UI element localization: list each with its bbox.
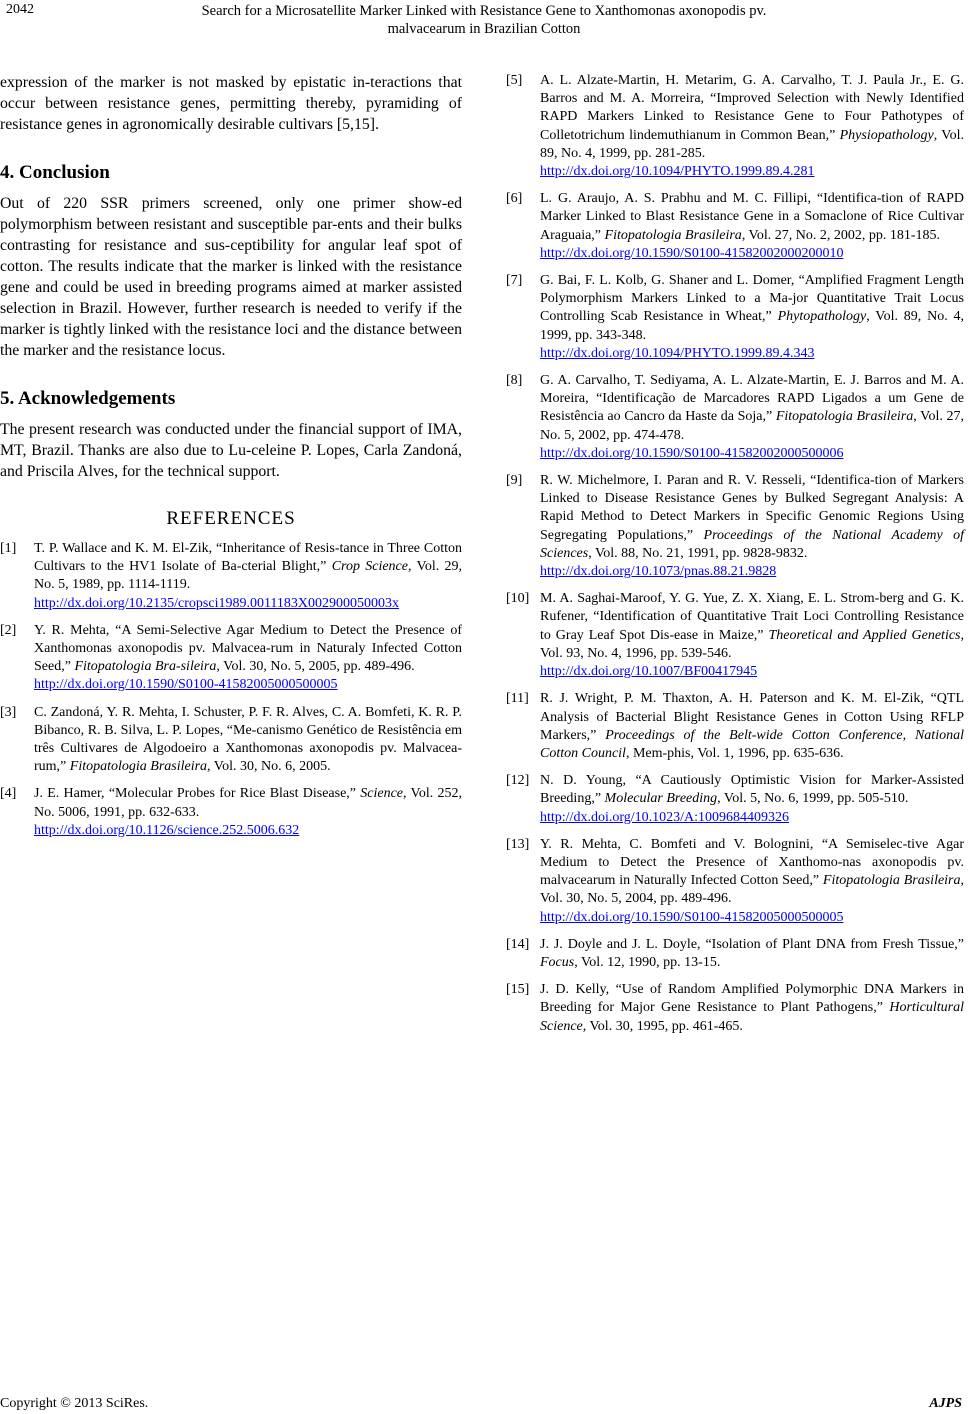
- footer-journal: AJPS: [929, 1396, 962, 1411]
- reference-number: [12]: [506, 773, 530, 789]
- reference-authors-title: L. G. Araujo, A. S. Prabhu and M. C. Fillipi, “Identifica-tion of RAPD Marker Linked to Blast Resistance Gene in a Somaclone of Rice Cultivar Araguaia,”: [540, 191, 964, 243]
- reference-details: , Mem-phis, Vol. 1, 1996, pp. 635-636.: [625, 745, 844, 761]
- references-list-left: [0, 540, 462, 840]
- reference-text: [540, 472, 964, 581]
- reference-text: [540, 936, 964, 972]
- reference-doi-link[interactable]: http://dx.doi.org/10.1007/BF00417945: [540, 664, 758, 680]
- page-number: 2042: [6, 2, 34, 17]
- page-header: [0, 0, 968, 60]
- reference-journal: Proceedings of the Belt-wide Cotton Conference, National Cotton Council: [540, 727, 964, 761]
- reference-item: [506, 272, 964, 363]
- reference-item: [506, 472, 964, 581]
- reference-authors-title: A. L. Alzate-Martin, H. Metarim, G. A. Carvalho, T. J. Paula Jr., E. G. Barros and M. A. Morreira, “Improved Selection with Newly Identified RAPD Markers Linked to Resistance Gene to Four Pathotypes of Colletotrichum lindemuthianum in Common Bean,”: [540, 73, 964, 143]
- reference-text: [34, 622, 462, 695]
- reference-authors-title: Y. R. Mehta, C. Bomfeti and V. Bolognini, “A Semiselec-tive Agar Medium to Detect the Presence of Xanthomo-nas axonopodis pv. malvacearum in Naturally Infected Cotton Seed,”: [540, 836, 964, 889]
- reference-authors-title: J. D. Kelly, “Use of Random Amplified Polymorphic DNA Markers in Breeding for Major Gene Resistance to Plant Pathogens,”: [540, 982, 964, 1016]
- reference-text: [540, 590, 964, 681]
- left-column: [0, 72, 462, 849]
- running-title-line2: malvacearum in Brazilian Cotton: [387, 21, 581, 37]
- reference-details: , Vol. 5, No. 6, 1999, pp. 505-510.: [717, 791, 909, 807]
- reference-details: , Vol. 88, No. 21, 1991, pp. 9828-9832.: [588, 545, 808, 561]
- reference-text: [540, 772, 964, 827]
- reference-authors-title: G. Bai, F. L. Kolb, G. Shaner and L. Domer, “Amplified Fragment Length Polymorphism Markers Linked to a Ma-jor Quantitative Trait Locus Controlling Scab Resistance in Wheat,”: [540, 273, 964, 325]
- reference-text: [34, 540, 462, 613]
- reference-text: [34, 785, 462, 840]
- reference-journal: Fitopatologia Bra-sileira: [74, 659, 217, 675]
- reference-item: [506, 72, 964, 181]
- acknowledgements-heading: 5. Acknowledgements: [0, 388, 176, 409]
- reference-number: [8]: [506, 373, 523, 389]
- reference-journal: Science: [360, 786, 404, 802]
- reference-details: , Vol. 27, No. 5, 2002, pp. 474-478.: [540, 409, 964, 443]
- reference-number: [10]: [506, 591, 530, 607]
- reference-journal: Molecular Breeding: [604, 791, 718, 807]
- reference-details: , Vol. 89, No. 4, 1999, pp. 281-285.: [540, 127, 964, 161]
- reference-journal: Proceedings of the National Academy of Sciences: [540, 527, 964, 561]
- acknowledgements-text: The present research was conducted under the financial support of IMA, MT, Brazil. Thanks are also due to Lu-celeine P. Lopes, Carla Zandoná, and Priscila Alves, for the technical support.: [0, 421, 462, 480]
- reference-journal: Physiopathology: [839, 127, 934, 143]
- reference-number: [7]: [506, 273, 523, 289]
- reference-journal: Horticultural Science: [540, 1000, 964, 1034]
- reference-authors-title: T. P. Wallace and K. M. El-Zik, “Inheritance of Resis-tance in Three Cotton Cultivars to the HV1 Isolate of Ba-cterial Blight,”: [34, 541, 462, 575]
- reference-item: [506, 981, 964, 1036]
- reference-authors-title: N. D. Young, “A Cautiously Optimistic Vision for Marker-Assisted Breeding,”: [540, 773, 964, 807]
- reference-item: [506, 190, 964, 263]
- reference-number: [6]: [506, 191, 523, 207]
- reference-text: [540, 836, 964, 927]
- reference-doi-link[interactable]: http://dx.doi.org/10.1590/S0100-41582005000500005: [34, 677, 338, 693]
- reference-doi-link[interactable]: http://dx.doi.org/10.1590/S0100-41582002000200010: [540, 245, 844, 261]
- reference-journal: Focus: [540, 954, 575, 970]
- reference-item: [0, 622, 462, 695]
- reference-item: [0, 540, 462, 613]
- reference-number: [3]: [0, 704, 17, 720]
- reference-text: [540, 690, 964, 763]
- reference-details: , Vol. 27, No. 2, 2002, pp. 181-185.: [741, 227, 941, 243]
- reference-number: [9]: [506, 473, 523, 489]
- reference-authors-title: G. A. Carvalho, T. Sediyama, A. L. Alzate-Martin, E. J. Barros and M. A. Moreira, “Identificação de Marcadores RAPD Ligados a um Gene de Resistência ao Cancro da Haste da Soja,”: [540, 373, 964, 425]
- running-title-line1: Search for a Microsatellite Marker Linked with Resistance Gene to Xanthomonas axonopodis pv.: [201, 3, 767, 19]
- reference-authors-title: M. A. Saghai-Maroof, Y. G. Yue, Z. X. Xiang, E. L. Strom-berg and G. K. Rufener, “Identification of Quantitative Trait Loci Controlling Resistance to Gray Leaf Spot Dis-ease in Maize,”: [540, 591, 964, 643]
- reference-text: [540, 72, 964, 181]
- references-list-right: [506, 72, 964, 1036]
- reference-journal: Fitopatologia Brasileira: [775, 409, 914, 425]
- reference-details: , Vol. 30, No. 5, 2005, pp. 489-496.: [216, 659, 415, 675]
- references-heading: REFERENCES: [166, 508, 296, 529]
- reference-details: , Vol. 29, No. 5, 1989, pp. 1114-1119.: [34, 559, 462, 593]
- reference-doi-link[interactable]: http://dx.doi.org/10.1590/S0100-41582002000500006: [540, 445, 844, 461]
- reference-item: [0, 785, 462, 840]
- reference-doi-link[interactable]: http://dx.doi.org/10.1126/science.252.5006.632: [34, 822, 300, 838]
- reference-details: , Vol. 12, 1990, pp. 13-15.: [574, 954, 721, 970]
- reference-item: [506, 936, 964, 972]
- reference-doi-link[interactable]: http://dx.doi.org/10.1023/A:1009684409326: [540, 809, 790, 825]
- reference-journal: Crop Science: [331, 559, 408, 575]
- reference-number: [14]: [506, 936, 530, 952]
- reference-item: [506, 590, 964, 681]
- reference-doi-link[interactable]: http://dx.doi.org/10.1094/PHYTO.1999.89.4.281: [540, 164, 815, 180]
- reference-doi-link[interactable]: http://dx.doi.org/10.1590/S0100-41582005000500005: [540, 909, 844, 925]
- reference-details: , Vol. 30, 1995, pp. 461-465.: [582, 1018, 743, 1034]
- reference-item: [506, 372, 964, 463]
- reference-journal: Fitopatologia Brasileira: [69, 759, 208, 775]
- reference-item: [506, 836, 964, 927]
- reference-authors-title: J. J. Doyle and J. L. Doyle, “Isolation of Plant DNA from Fresh Tissue,”: [540, 936, 964, 952]
- reference-authors-title: R. J. Wright, P. M. Thaxton, A. H. Paterson and K. M. El-Zik, “QTL Analysis of Bacterial Blight Resistance Genes in Cotton Using RFLP Markers,”: [540, 691, 964, 743]
- reference-doi-link[interactable]: http://dx.doi.org/10.2135/cropsci1989.0011183X002900050003x: [34, 595, 400, 611]
- reference-details: , Vol. 252, No. 5006, 1991, pp. 632-633.: [34, 786, 462, 820]
- reference-text: [540, 190, 964, 263]
- right-column: [506, 72, 964, 1045]
- reference-doi-link[interactable]: http://dx.doi.org/10.1073/pnas.88.21.9828: [540, 564, 777, 580]
- reference-details: , Vol. 30, No. 5, 2004, pp. 489-496.: [540, 873, 965, 907]
- reference-journal: Fitopatologia Brasileira: [604, 227, 742, 243]
- reference-journal: Theoretical and Applied Genetics: [768, 627, 961, 643]
- reference-number: [15]: [506, 982, 530, 998]
- reference-authors-title: C. Zandoná, Y. R. Mehta, I. Schuster, P. F. R. Alves, C. A. Bomfeti, K. R. P. Bibanco, R. B. Silva, L. P. Lopes, “Me-canismo Genético de Resistência em três Cultivares de Algodoeiro a Xanthomonas axonopodis pv. Malvacea-rum,”: [34, 704, 462, 775]
- reference-number: [5]: [506, 73, 523, 88]
- reference-authors-title: Y. R. Mehta, “A Semi-Selective Agar Medium to Detect the Presence of Xanthomonas axonopodis pv. Malvacea-rum in Naturaly Infected Cotton Seed,”: [34, 622, 462, 675]
- reference-number: [2]: [0, 622, 17, 638]
- reference-number: [1]: [0, 541, 17, 556]
- reference-item: [506, 772, 964, 827]
- conclusion-heading: 4. Conclusion: [0, 162, 110, 183]
- reference-number: [11]: [506, 691, 529, 707]
- reference-text: [540, 272, 964, 363]
- reference-item: [0, 704, 462, 777]
- footer-copyright: Copyright © 2013 SciRes.: [0, 1396, 149, 1411]
- reference-item: [506, 690, 964, 763]
- reference-authors-title: R. W. Michelmore, I. Paran and R. V. Resseli, “Identifica-tion of Markers Linked to Disease Resistance Genes by Bulked Segregant Analysis: A Rapid Method to Detect Markers in Specific Genomic Regions Using Segregating Populations,”: [540, 473, 964, 543]
- reference-authors-title: J. E. Hamer, “Molecular Probes for Rice Blast Disease,”: [34, 786, 361, 802]
- reference-journal: Phytopathology: [777, 309, 867, 325]
- reference-text: [34, 704, 462, 777]
- reference-journal: Fitopatologia Brasileira: [822, 873, 961, 889]
- reference-number: [13]: [506, 836, 530, 852]
- reference-text: [540, 372, 964, 463]
- reference-details: , Vol. 93, No. 4, 1996, pp. 539-546.: [540, 627, 964, 661]
- reference-details: , Vol. 89, No. 4, 1999, pp. 343-348.: [540, 309, 964, 343]
- reference-number: [4]: [0, 786, 17, 802]
- reference-doi-link[interactable]: http://dx.doi.org/10.1094/PHYTO.1999.89.4.343: [540, 345, 815, 361]
- reference-details: , Vol. 30, No. 6, 2005.: [207, 759, 331, 775]
- reference-text: [540, 981, 964, 1036]
- intro-paragraph: expression of the marker is not masked by epistatic in-teractions that occur between resistance genes, permitting thereby, pyramiding of resistance genes in agronomically desirable cultivars [5,15].: [0, 74, 462, 133]
- conclusion-text: Out of 220 SSR primers screened, only one primer show-ed polymorphism between resistant and susceptible par-ents and their bulks contrasting for resistance and sus-ceptibility for angular leaf spot of cotton. The results indicate that the marker is linked with the resistance gene and could be used in breeding programs aimed at marker assisted selection in Brazil. However, further research is needed to verify if the marker is tightly linked with the resistance loci and the distance between the marker and the resistance locus.: [0, 195, 462, 359]
